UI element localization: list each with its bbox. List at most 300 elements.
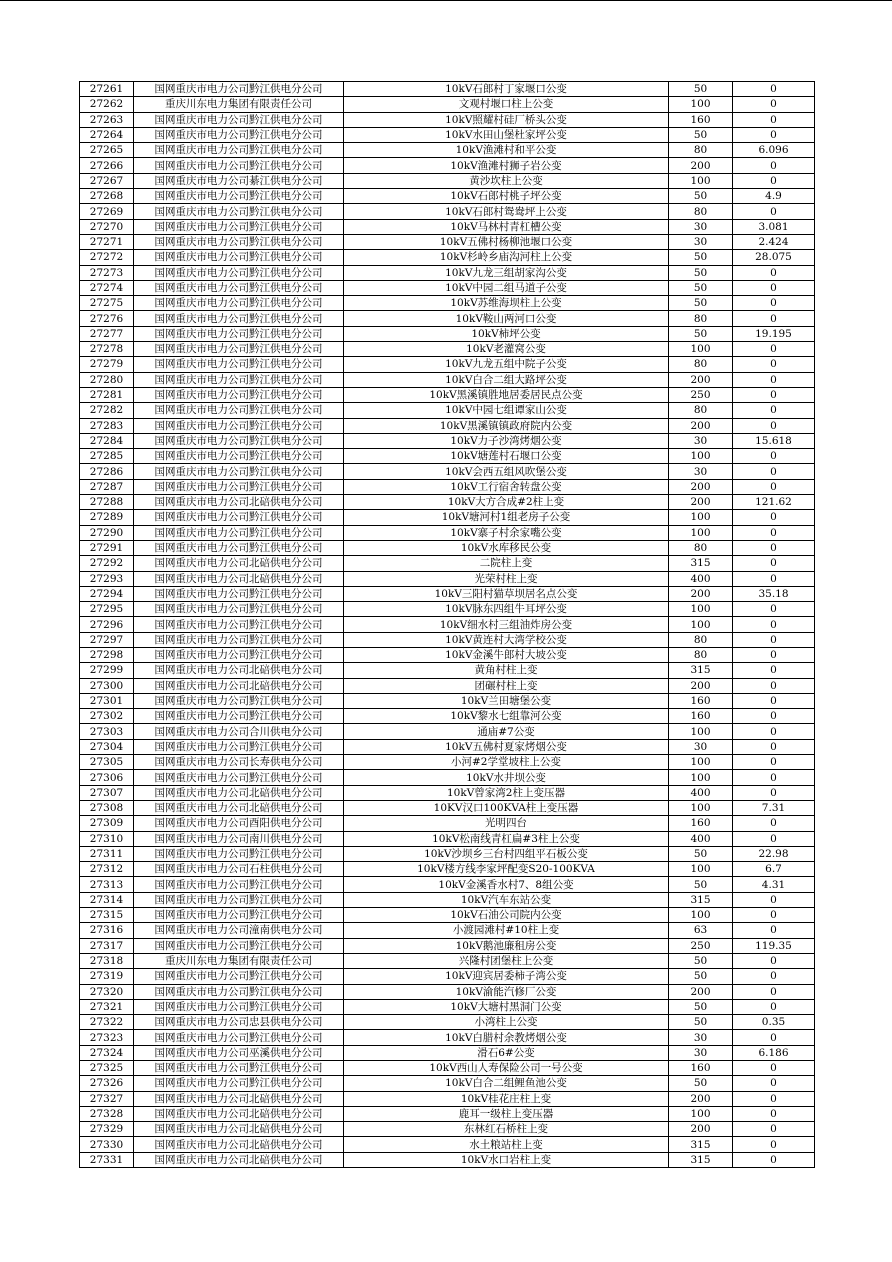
company-cell: 国网重庆市电力公司黔江供电分公司: [134, 1061, 344, 1076]
company-cell: 国网重庆市电力公司北碚供电分公司: [134, 1106, 344, 1121]
capacity-cell: 50: [669, 1015, 733, 1030]
transformer-name-cell: 二院柱上变: [344, 556, 669, 571]
capacity-cell: 50: [669, 280, 733, 295]
transformer-name-cell: 10kV鞍山两河口公变: [344, 311, 669, 326]
value-cell: 0: [733, 510, 815, 525]
capacity-cell: 315: [669, 556, 733, 571]
value-cell: 0: [733, 464, 815, 479]
table-row: [80, 556, 815, 571]
transformer-name-cell: 10kV汽车东站公变: [344, 892, 669, 907]
capacity-cell: 200: [669, 586, 733, 601]
value-cell: 6.7: [733, 862, 815, 877]
table-row: [80, 892, 815, 907]
capacity-cell: 50: [669, 296, 733, 311]
table-row: [80, 602, 815, 617]
capacity-cell: 250: [669, 387, 733, 402]
transformer-name-cell: 10kV白合二组鲤鱼池公变: [344, 1076, 669, 1091]
row-id-cell: 27287: [80, 479, 134, 494]
value-cell: 0: [733, 357, 815, 372]
value-cell: 0: [733, 953, 815, 968]
company-cell: 国网重庆市电力公司黔江供电分公司: [134, 770, 344, 785]
value-cell: 0: [733, 311, 815, 326]
table-row: [80, 540, 815, 555]
value-cell: 0: [733, 785, 815, 800]
table-row: [80, 525, 815, 540]
value-cell: 0: [733, 556, 815, 571]
row-id-cell: 27261: [80, 82, 134, 97]
company-cell: 国网重庆市电力公司黔江供电分公司: [134, 846, 344, 861]
company-cell: 国网重庆市电力公司北碚供电分公司: [134, 800, 344, 815]
table-row: [80, 663, 815, 678]
capacity-cell: 80: [669, 403, 733, 418]
company-cell: 国网重庆市电力公司黔江供电分公司: [134, 82, 344, 97]
company-cell: 国网重庆市电力公司北碚供电分公司: [134, 1122, 344, 1137]
value-cell: 0: [733, 372, 815, 387]
row-id-cell: 27274: [80, 280, 134, 295]
transformer-name-cell: 10kV金溪牛郎村大坡公变: [344, 647, 669, 662]
transformer-name-cell: 10kV渔滩村和平公变: [344, 143, 669, 158]
capacity-cell: 100: [669, 770, 733, 785]
row-id-cell: 27281: [80, 387, 134, 402]
transformer-name-cell: 小河#2学堂坡柱上公变: [344, 755, 669, 770]
row-id-cell: 27294: [80, 586, 134, 601]
table-row: [80, 755, 815, 770]
transformer-name-cell: 10kV力子沙湾烤烟公变: [344, 433, 669, 448]
capacity-cell: 160: [669, 693, 733, 708]
table-row: [80, 234, 815, 249]
transformer-name-cell: 10kV鹅池廉租房公变: [344, 938, 669, 953]
transformer-name-cell: 10kV寨子村余家嘴公变: [344, 525, 669, 540]
capacity-cell: 400: [669, 571, 733, 586]
value-cell: 0: [733, 892, 815, 907]
table-row: [80, 785, 815, 800]
company-cell: 国网重庆市电力公司黔江供电分公司: [134, 525, 344, 540]
transformer-name-cell: 10kV塘河村1组老房子公变: [344, 510, 669, 525]
value-cell: 0: [733, 724, 815, 739]
capacity-cell: 50: [669, 326, 733, 341]
capacity-cell: 80: [669, 311, 733, 326]
company-cell: 国网重庆市电力公司黔江供电分公司: [134, 892, 344, 907]
transformer-name-cell: 10kV石郎村丁家堰口公变: [344, 82, 669, 97]
row-id-cell: 27303: [80, 724, 134, 739]
capacity-cell: 400: [669, 831, 733, 846]
table-row: [80, 862, 815, 877]
company-cell: 国网重庆市电力公司黔江供电分公司: [134, 739, 344, 754]
company-cell: 国网重庆市电力公司黔江供电分公司: [134, 265, 344, 280]
company-cell: 国网重庆市电力公司北碚供电分公司: [134, 1152, 344, 1167]
row-id-cell: 27282: [80, 403, 134, 418]
company-cell: 国网重庆市电力公司黔江供电分公司: [134, 969, 344, 984]
company-cell: 国网重庆市电力公司黔江供电分公司: [134, 127, 344, 142]
capacity-cell: 100: [669, 525, 733, 540]
transformer-name-cell: 10kV白腊村余教烤烟公变: [344, 1030, 669, 1045]
company-cell: 国网重庆市电力公司黔江供电分公司: [134, 464, 344, 479]
company-cell: 国网重庆市电力公司黔江供电分公司: [134, 1030, 344, 1045]
table-row: [80, 739, 815, 754]
capacity-cell: 100: [669, 97, 733, 112]
transformer-name-cell: 兴隆村团堡柱上公变: [344, 953, 669, 968]
row-id-cell: 27323: [80, 1030, 134, 1045]
value-cell: 0: [733, 449, 815, 464]
row-id-cell: 27298: [80, 647, 134, 662]
value-cell: 0: [733, 204, 815, 219]
value-cell: 0: [733, 663, 815, 678]
page-top-border: [0, 0, 892, 1]
row-id-cell: 27320: [80, 984, 134, 999]
company-cell: 国网重庆市电力公司黔江供电分公司: [134, 586, 344, 601]
row-id-cell: 27316: [80, 923, 134, 938]
capacity-cell: 80: [669, 632, 733, 647]
capacity-cell: 200: [669, 479, 733, 494]
table-row: [80, 923, 815, 938]
value-cell: 0: [733, 831, 815, 846]
row-id-cell: 27269: [80, 204, 134, 219]
row-id-cell: 27308: [80, 800, 134, 815]
transformer-name-cell: 黄角村柱上变: [344, 663, 669, 678]
row-id-cell: 27280: [80, 372, 134, 387]
value-cell: 0: [733, 127, 815, 142]
transformer-table: [79, 81, 815, 1168]
transformer-name-cell: 10kV九龙三组胡家沟公变: [344, 265, 669, 280]
table-row: [80, 617, 815, 632]
company-cell: 国网重庆市电力公司黔江供电分公司: [134, 296, 344, 311]
value-cell: 35.18: [733, 586, 815, 601]
company-cell: 国网重庆市电力公司北碚供电分公司: [134, 556, 344, 571]
table-row: [80, 342, 815, 357]
row-id-cell: 27295: [80, 602, 134, 617]
company-cell: 国网重庆市电力公司黔江供电分公司: [134, 510, 344, 525]
table-row: [80, 495, 815, 510]
capacity-cell: 100: [669, 342, 733, 357]
table-row: [80, 250, 815, 265]
row-id-cell: 27325: [80, 1061, 134, 1076]
value-cell: 0: [733, 1137, 815, 1152]
transformer-name-cell: 10kV迎宾居委柿子湾公变: [344, 969, 669, 984]
company-cell: 国网重庆市电力公司黔江供电分公司: [134, 204, 344, 219]
company-cell: 国网重庆市电力公司黔江供电分公司: [134, 999, 344, 1014]
transformer-name-cell: 10kV照耀村硅厂桥头公变: [344, 112, 669, 127]
transformer-name-cell: 10kV苏维海坝柱上公变: [344, 296, 669, 311]
row-id-cell: 27317: [80, 938, 134, 953]
transformer-name-cell: 10kV老灌窝公变: [344, 342, 669, 357]
value-cell: 0: [733, 908, 815, 923]
company-cell: 国网重庆市电力公司黔江供电分公司: [134, 1076, 344, 1091]
capacity-cell: 100: [669, 800, 733, 815]
transformer-name-cell: 10kV石油公司院内公变: [344, 908, 669, 923]
row-id-cell: 27329: [80, 1122, 134, 1137]
transformer-name-cell: 10kV五佛村夏家烤烟公变: [344, 739, 669, 754]
transformer-name-cell: 10kV细水村三组油炸房公变: [344, 617, 669, 632]
company-cell: 国网重庆市电力公司黔江供电分公司: [134, 403, 344, 418]
capacity-cell: 315: [669, 892, 733, 907]
row-id-cell: 27321: [80, 999, 134, 1014]
value-cell: 0: [733, 816, 815, 831]
row-id-cell: 27300: [80, 678, 134, 693]
value-cell: 0: [733, 709, 815, 724]
row-id-cell: 27301: [80, 693, 134, 708]
value-cell: 0: [733, 678, 815, 693]
capacity-cell: 50: [669, 846, 733, 861]
row-id-cell: 27306: [80, 770, 134, 785]
transformer-name-cell: 10kV杉岭乡庙沟河柱上公变: [344, 250, 669, 265]
table-row: [80, 999, 815, 1014]
capacity-cell: 30: [669, 234, 733, 249]
table-row: [80, 357, 815, 372]
row-id-cell: 27286: [80, 464, 134, 479]
row-id-cell: 27275: [80, 296, 134, 311]
company-cell: 国网重庆市电力公司黔江供电分公司: [134, 143, 344, 158]
value-cell: 0: [733, 479, 815, 494]
transformer-name-cell: 10kV脉东四组牛耳坪公变: [344, 602, 669, 617]
company-cell: 国网重庆市电力公司北碚供电分公司: [134, 1137, 344, 1152]
table-row: [80, 800, 815, 815]
row-id-cell: 27272: [80, 250, 134, 265]
capacity-cell: 50: [669, 969, 733, 984]
transformer-name-cell: 10kV黎水七组靠河公变: [344, 709, 669, 724]
value-cell: 0: [733, 97, 815, 112]
table-row: [80, 449, 815, 464]
company-cell: 国网重庆市电力公司黔江供电分公司: [134, 112, 344, 127]
transformer-name-cell: 10kV兰田塘堡公变: [344, 693, 669, 708]
row-id-cell: 27263: [80, 112, 134, 127]
company-cell: 国网重庆市电力公司黔江供电分公司: [134, 311, 344, 326]
row-id-cell: 27279: [80, 357, 134, 372]
value-cell: 0: [733, 342, 815, 357]
table-row: [80, 1076, 815, 1091]
company-cell: 国网重庆市电力公司黔江供电分公司: [134, 418, 344, 433]
capacity-cell: 100: [669, 908, 733, 923]
capacity-cell: 50: [669, 265, 733, 280]
row-id-cell: 27305: [80, 755, 134, 770]
table-row: [80, 984, 815, 999]
table-row: [80, 846, 815, 861]
row-id-cell: 27278: [80, 342, 134, 357]
table-row: [80, 770, 815, 785]
row-id-cell: 27268: [80, 189, 134, 204]
value-cell: 15.618: [733, 433, 815, 448]
company-cell: 国网重庆市电力公司巫溪供电分公司: [134, 1045, 344, 1060]
company-cell: 国网重庆市电力公司黔江供电分公司: [134, 189, 344, 204]
capacity-cell: 160: [669, 112, 733, 127]
capacity-cell: 80: [669, 540, 733, 555]
value-cell: 0: [733, 1122, 815, 1137]
table-row: [80, 1152, 815, 1167]
value-cell: 0: [733, 158, 815, 173]
row-id-cell: 27299: [80, 663, 134, 678]
value-cell: 0: [733, 173, 815, 188]
value-cell: 0: [733, 1061, 815, 1076]
row-id-cell: 27327: [80, 1091, 134, 1106]
company-cell: 国网重庆市电力公司黔江供电分公司: [134, 984, 344, 999]
company-cell: 国网重庆市电力公司黔江供电分公司: [134, 709, 344, 724]
row-id-cell: 27267: [80, 173, 134, 188]
capacity-cell: 80: [669, 647, 733, 662]
transformer-name-cell: 10kV中园二组马道子公变: [344, 280, 669, 295]
capacity-cell: 100: [669, 755, 733, 770]
company-cell: 国网重庆市电力公司黔江供电分公司: [134, 449, 344, 464]
value-cell: 0: [733, 112, 815, 127]
value-cell: 0: [733, 770, 815, 785]
row-id-cell: 27330: [80, 1137, 134, 1152]
capacity-cell: 315: [669, 1137, 733, 1152]
transformer-name-cell: 10kV西山人寿保险公司一号公变: [344, 1061, 669, 1076]
row-id-cell: 27322: [80, 1015, 134, 1030]
table-body: [80, 82, 815, 1168]
capacity-cell: 30: [669, 1030, 733, 1045]
table-row: [80, 280, 815, 295]
value-cell: 0: [733, 1152, 815, 1167]
value-cell: 0: [733, 540, 815, 555]
row-id-cell: 27284: [80, 433, 134, 448]
table-row: [80, 204, 815, 219]
company-cell: 国网重庆市电力公司綦江供电分公司: [134, 173, 344, 188]
transformer-name-cell: 10kV松南线青杠扁#3柱上公变: [344, 831, 669, 846]
company-cell: 国网重庆市电力公司黔江供电分公司: [134, 433, 344, 448]
capacity-cell: 30: [669, 1045, 733, 1060]
table-row: [80, 969, 815, 984]
company-cell: 国网重庆市电力公司酉阳供电分公司: [134, 816, 344, 831]
capacity-cell: 160: [669, 816, 733, 831]
company-cell: 国网重庆市电力公司黔江供电分公司: [134, 158, 344, 173]
row-id-cell: 27331: [80, 1152, 134, 1167]
company-cell: 国网重庆市电力公司黔江供电分公司: [134, 326, 344, 341]
transformer-name-cell: 10kV大塘村黑洞门公变: [344, 999, 669, 1014]
transformer-name-cell: 10kV水井坝公变: [344, 770, 669, 785]
table-row: [80, 433, 815, 448]
capacity-cell: 50: [669, 82, 733, 97]
capacity-cell: 250: [669, 938, 733, 953]
capacity-cell: 200: [669, 158, 733, 173]
row-id-cell: 27312: [80, 862, 134, 877]
value-cell: 0: [733, 571, 815, 586]
capacity-cell: 50: [669, 953, 733, 968]
transformer-name-cell: 水土粮站柱上变: [344, 1137, 669, 1152]
table-row: [80, 464, 815, 479]
transformer-name-cell: 文观村堰口柱上公变: [344, 97, 669, 112]
value-cell: 6.096: [733, 143, 815, 158]
capacity-cell: 200: [669, 984, 733, 999]
value-cell: 0: [733, 525, 815, 540]
row-id-cell: 27264: [80, 127, 134, 142]
table-row: [80, 1015, 815, 1030]
company-cell: 重庆川东电力集团有限责任公司: [134, 953, 344, 968]
company-cell: 国网重庆市电力公司石柱供电分公司: [134, 862, 344, 877]
capacity-cell: 100: [669, 617, 733, 632]
transformer-name-cell: 10kV中园七组谭家山公变: [344, 403, 669, 418]
transformer-name-cell: 10kV沙坝乡三台村四组平石板公变: [344, 846, 669, 861]
table-row: [80, 678, 815, 693]
value-cell: 0: [733, 280, 815, 295]
row-id-cell: 27276: [80, 311, 134, 326]
transformer-name-cell: 团碾村柱上变: [344, 678, 669, 693]
value-cell: 0: [733, 617, 815, 632]
row-id-cell: 27283: [80, 418, 134, 433]
transformer-name-cell: 10kV石郎村鸳鸯坪上公变: [344, 204, 669, 219]
table-row: [80, 418, 815, 433]
transformer-name-cell: 10kV水口岩柱上变: [344, 1152, 669, 1167]
transformer-name-cell: 10kV三阳村猫草坝居名点公变: [344, 586, 669, 601]
value-cell: 0: [733, 296, 815, 311]
row-id-cell: 27310: [80, 831, 134, 846]
table-row: [80, 372, 815, 387]
transformer-name-cell: 10kV石郎村桃子坪公变: [344, 189, 669, 204]
value-cell: 0: [733, 1076, 815, 1091]
capacity-cell: 200: [669, 678, 733, 693]
transformer-name-cell: 10kV楼方线李家坪配变S20-100KVA: [344, 862, 669, 877]
table-row: [80, 724, 815, 739]
capacity-cell: 100: [669, 602, 733, 617]
row-id-cell: 27277: [80, 326, 134, 341]
transformer-name-cell: 光荣村柱上变: [344, 571, 669, 586]
company-cell: 国网重庆市电力公司黔江供电分公司: [134, 280, 344, 295]
row-id-cell: 27265: [80, 143, 134, 158]
value-cell: 121.62: [733, 495, 815, 510]
company-cell: 国网重庆市电力公司南川供电分公司: [134, 831, 344, 846]
table-row: [80, 709, 815, 724]
row-id-cell: 27290: [80, 525, 134, 540]
table-row: [80, 1030, 815, 1045]
table-row: [80, 831, 815, 846]
capacity-cell: 50: [669, 877, 733, 892]
row-id-cell: 27289: [80, 510, 134, 525]
table-row: [80, 632, 815, 647]
company-cell: 国网重庆市电力公司黔江供电分公司: [134, 877, 344, 892]
table-row: [80, 816, 815, 831]
table-row: [80, 953, 815, 968]
row-id-cell: 27266: [80, 158, 134, 173]
table-row: [80, 1091, 815, 1106]
row-id-cell: 27292: [80, 556, 134, 571]
company-cell: 国网重庆市电力公司北碚供电分公司: [134, 678, 344, 693]
value-cell: 0: [733, 265, 815, 280]
table-row: [80, 510, 815, 525]
company-cell: 国网重庆市电力公司黔江供电分公司: [134, 617, 344, 632]
company-cell: 国网重庆市电力公司黔江供电分公司: [134, 647, 344, 662]
table-row: [80, 82, 815, 97]
capacity-cell: 160: [669, 709, 733, 724]
value-cell: 7.31: [733, 800, 815, 815]
row-id-cell: 27318: [80, 953, 134, 968]
company-cell: 国网重庆市电力公司北碚供电分公司: [134, 495, 344, 510]
capacity-cell: 100: [669, 173, 733, 188]
company-cell: 国网重庆市电力公司黔江供电分公司: [134, 540, 344, 555]
row-id-cell: 27314: [80, 892, 134, 907]
value-cell: 0: [733, 999, 815, 1014]
row-id-cell: 27315: [80, 908, 134, 923]
capacity-cell: 50: [669, 999, 733, 1014]
row-id-cell: 27270: [80, 219, 134, 234]
capacity-cell: 200: [669, 372, 733, 387]
row-id-cell: 27307: [80, 785, 134, 800]
table-row: [80, 158, 815, 173]
value-cell: 0: [733, 923, 815, 938]
transformer-name-cell: 10kV金溪香水村7、8组公变: [344, 877, 669, 892]
value-cell: 0: [733, 1106, 815, 1121]
transformer-name-cell: 10kV桂花庄柱上变: [344, 1091, 669, 1106]
row-id-cell: 27324: [80, 1045, 134, 1060]
transformer-name-cell: 10KV汉口100KVA柱上变压器: [344, 800, 669, 815]
value-cell: 0: [733, 647, 815, 662]
transformer-name-cell: 10kV渝能汽修厂公变: [344, 984, 669, 999]
capacity-cell: 200: [669, 495, 733, 510]
company-cell: 重庆川东电力集团有限责任公司: [134, 97, 344, 112]
row-id-cell: 27309: [80, 816, 134, 831]
transformer-name-cell: 10kV水田山堡杜家坪公变: [344, 127, 669, 142]
value-cell: 22.98: [733, 846, 815, 861]
company-cell: 国网重庆市电力公司黔江供电分公司: [134, 372, 344, 387]
value-cell: 119.35: [733, 938, 815, 953]
value-cell: 0: [733, 1091, 815, 1106]
